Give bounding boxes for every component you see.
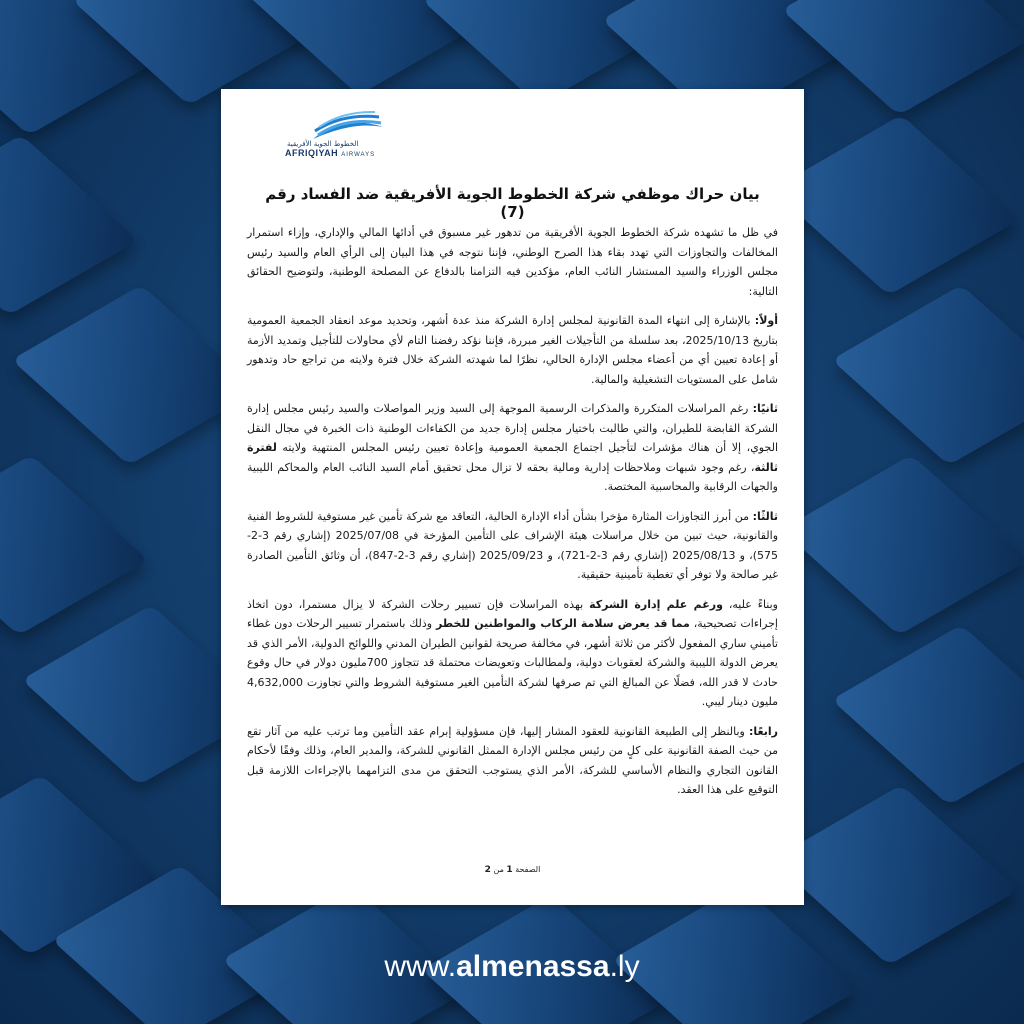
statement-title: بيان حراك موظفي شركة الخطوط الجوية الأفريقية ضد الفساد رقم (7) — [265, 185, 760, 221]
paragraph-first: أولاً: بالإشارة إلى انتهاء المدة القانونية لمجلس إدارة الشركة منذ عدة أشهر، وتحديد موعد انعقاد الجمعية العمومية بتاريخ 2025/10/13، بعد سلسلة من التأجيلات الغير مبررة، فإننا نؤكد رفضنا التام لأي محاولات للتأجيل وتمديد الأزمة أو إعادة تعيين أي من أعضاء مجلس الإدارة الحالي، نظرًا لما شهدته الشركة خلال فترة ولايته من تراجع حاد وتدهور شامل على المستويات التشغيلية والمالية. — [247, 314, 778, 386]
paragraph-third: ثالثًا: من أبرز التجاوزات المثارة مؤخرا بشأن أداء الإدارة الحالية، التعاقد مع شركة تأمين غير مستوفية للشروط الفنية والقانونية، حيث تبين من خلال مراسلات هيئة الإشراف على التأمين المؤرخة في 2025/07/08 (إشاري رقم 3-2-575)، و 2025/08/13 (إشاري رقم 3-2-721)، و 2025/09/23 (إشاري رقم 3-2-847)، أن وثائق التأمين الصادرة غير صالحة ولا توفر أي تغطية تأمينية حقيقية. — [247, 509, 779, 581]
paragraph-second: ثانيًا: رغم المراسلات المتكررة والمذكرات الرسمية الموجهة إلى السيد وزير المواصلات والسيد رئيس مجلس إدارة الشركة القابضة للطيران، والتي طالبت باختيار مجلس إدارة جديد من الكفاءات الوطنية ذات الخبرة في مجال النقل الجوي، إلا أن هناك مؤشرات لتأجيل اجتماع الجمعية العمومية وإعادة تعيين رئيس المجلس المنتهية ولايته لفترة ثالثة، رغم وجود شبهات وملاحظات إدارية ومالية بحقه لا تزال محل تحقيق أمام السيد النائب العام والمحاكم الليبية والجهات الرقابية والمحاسبية المختصة. — [247, 402, 778, 493]
logo-arabic-text: الخطوط الجوية الأفريقية — [287, 140, 359, 148]
statement-body — [247, 223, 778, 810]
website-watermark: www.almenassa.ly — [384, 950, 640, 983]
intro-paragraph: في ظل ما تشهده شركة الخطوط الجوية الأفريقية من تدهور غير مسبوق في أدائها المالي والإداري، وإزاء استمرار المخالفات والتجاوزات التي تهدد بقاء هذا الصرح الوطني، فإننا نتوجه في هذا البيان إلى الرأي العام والسيد رئيس مجلس الوزراء والسيد المستشار النائب العام، مؤكدين فيه التزامنا بالدفاع عن المصلحة الوطنية، ولتوضيح الحقائق التالية: — [247, 226, 778, 298]
logo-english-text — [285, 148, 375, 158]
document-page — [221, 89, 804, 905]
logo-sub: AIRWAYS — [341, 152, 376, 158]
paragraph-fourth: رابعًا: وبالنظر إلى الطبيعة القانونية للعقود المشار إليها، فإن مسؤولية إبرام عقد التأمين وما ترتب عليه من آثار تقع من حيث الصفة القانونية على كلٍ من رئيس مجلس الإدارة الممثل القانوني للشركة، والمدير العام، وذلك وفقًا لأحكام القانون التجاري والنظام الأساسي للشركة، الأمر الذي يستوجب التحقق من مدى التزامهما بالإجراءات اللازمة قبل التوقيع على هذا العقد. — [247, 724, 778, 796]
page-number: الصفحة 1 من 2 — [484, 865, 541, 875]
logo-brand: AFRIQIYAH — [285, 148, 339, 158]
paragraph-consequence: وبناءً عليه، ورغم علم إدارة الشركة بهذه المراسلات فإن تسيير رحلات الشركة لا يزال مستمرا، دون اتخاذ إجراءات تصحيحية، مما قد يعرض سلامة الركاب والمواطنين للخطر وذلك باستمرار تسيير الرحلات دون غطاء تأميني ساري المفعول لأكثر من ثلاثة أشهر، في مخالفة صريحة لقوانين الطيران المدني واللوائح الدولية، الأمر الذي قد يعرض الدولة الليبية والشركة لعقوبات دولية، ولمطالبات وتعويضات محتملة قد تتجاوز 700مليون دولار في حال وقوع حادث لا قدر الله، فضلًا عن المبالغ التي تم صرفها لشركة التأمين الغير مستوفية الشروط والتي تجاوزت 4,632,000 مليون دينار ليبي. — [247, 597, 778, 708]
